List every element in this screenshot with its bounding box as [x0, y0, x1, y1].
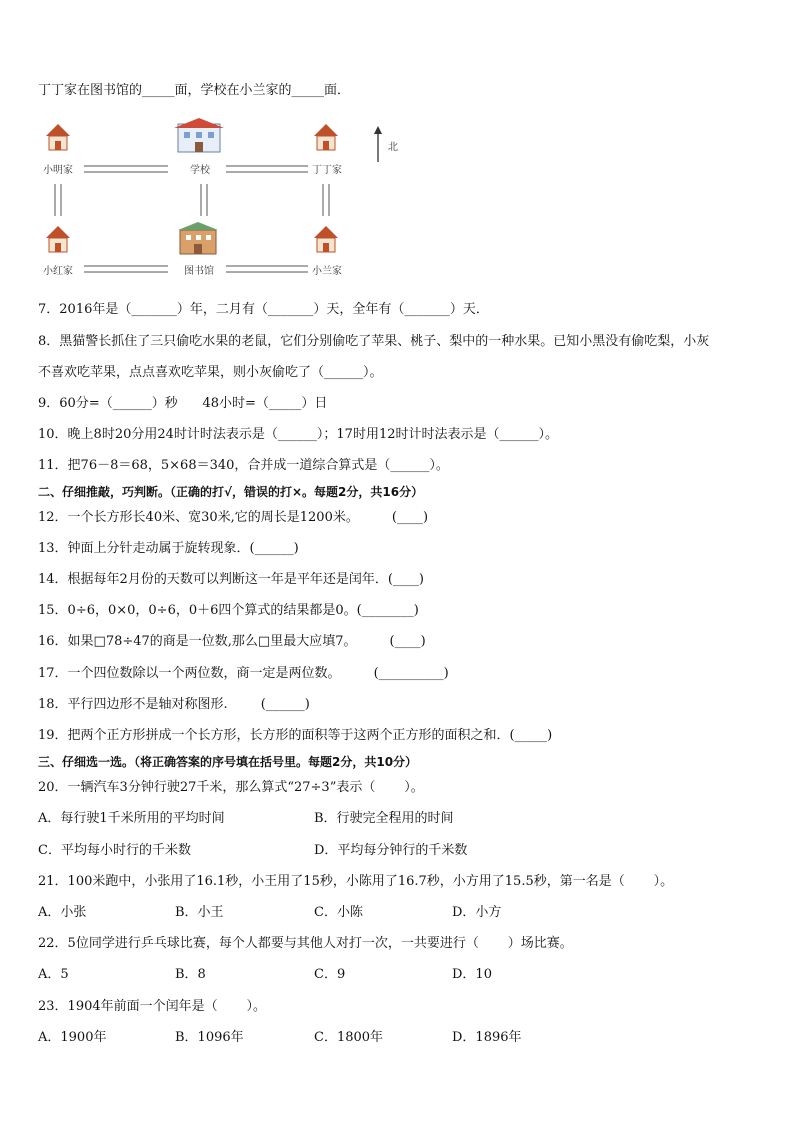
question-16: 16．如果□78÷47的商是一位数,那么□里最大应填7。 (____) — [38, 634, 426, 649]
q22-option-d: D．10 — [452, 967, 492, 982]
school-icon — [174, 118, 224, 152]
question-13: 13．钟面上分针走动属于旋转现象．(______) — [38, 541, 299, 556]
intro-question: 丁丁家在图书馆的_____面，学校在小兰家的_____面． — [38, 83, 351, 98]
section-2-heading: 二、仔细推敲，巧判断。（正确的打√，错误的打×。每题2分，共16分） — [38, 485, 424, 499]
question-15: 15．0÷6，0×0，0÷6，0＋6四个算式的结果都是0。(________) — [38, 603, 419, 618]
question-8-line1: 8．黑猫警长抓住了三只偷吃水果的老鼠，它们分别偷吃了苹果、桃子、梨中的一种水果。已知小黑没有偷吃梨，小灰 — [38, 334, 710, 349]
label-dingding: 丁丁家 — [312, 165, 342, 176]
question-10: 10．晚上8时20分用24时计时法表示是（______）；17时用12时计时法表示是（______）。 — [38, 427, 558, 442]
location-map — [38, 118, 408, 283]
question-17: 17．一个四位数除以一个两位数，商一定是两位数。 (__________) — [38, 666, 449, 681]
question-7: 7．2016年是（_______）年，二月有（_______）天，全年有（_______）天． — [38, 302, 489, 317]
q21-option-b: B．小王 — [175, 905, 224, 920]
question-12: 12．一个长方形长40米、宽30米,它的周长是1200米。 (____) — [38, 510, 429, 525]
q23-option-b: B．1096年 — [175, 1030, 244, 1045]
house-icon-xiaolan — [314, 226, 338, 252]
q22-option-c: C．9 — [314, 967, 346, 982]
question-11: 11．把76－8＝68，5×68＝340，合并成一道综合算式是（______）。 — [38, 458, 449, 473]
q20-option-a: A．每行驶1千米所用的平均时间 — [38, 811, 225, 826]
question-14: 14．根据每年2月份的天数可以判断这一年是平年还是闰年．(____) — [38, 572, 424, 587]
house-icon-xiaohong — [46, 226, 70, 252]
q20-option-d: D．平均每分钟行的千米数 — [314, 843, 468, 858]
section-3-heading: 三、仔细选一选。（将正确答案的序号填在括号里。每题2分，共10分） — [38, 755, 418, 769]
q22-option-a: A．5 — [38, 967, 69, 982]
label-library: 图书馆 — [184, 266, 214, 277]
q21-option-d: D．小方 — [452, 905, 502, 920]
north-arrow-icon — [374, 126, 382, 162]
label-school: 学校 — [190, 165, 210, 176]
q21-option-a: A．小张 — [38, 905, 87, 920]
q20-option-c: C．平均每小时行的千米数 — [38, 843, 191, 858]
label-xiaoming: 小明家 — [43, 165, 73, 176]
question-22: 22．5位同学进行乒乓球比赛，每个人都要与其他人对打一次，一共要进行（ ）场比赛。 — [38, 936, 573, 951]
question-9: 9．60分=（______）秒 48小时=（_____）日 — [38, 396, 328, 411]
label-xiaolan: 小兰家 — [312, 266, 342, 277]
q20-option-b: B．行驶完全程用的时间 — [314, 811, 454, 826]
label-xiaohong: 小红家 — [43, 266, 73, 277]
q22-option-b: B．8 — [175, 967, 206, 982]
q21-option-c: C．小陈 — [314, 905, 363, 920]
library-icon — [178, 222, 218, 254]
question-18: 18．平行四边形不是轴对称图形. (______) — [38, 697, 310, 712]
label-north: 北 — [388, 142, 398, 153]
q23-option-c: C．1800年 — [314, 1030, 384, 1045]
question-19: 19．把两个正方形拼成一个长方形，长方形的面积等于这两个正方形的面积之和．(_____) — [38, 728, 553, 743]
house-icon-dingding — [314, 124, 338, 150]
house-icon-xiaoming — [46, 124, 70, 150]
q23-option-a: A．1900年 — [38, 1030, 107, 1045]
q23-option-d: D．1896年 — [452, 1030, 522, 1045]
question-23: 23．1904年前面一个闰年是（ ）。 — [38, 999, 267, 1014]
question-21: 21．100米跑中，小张用了16.1秒，小王用了15秒，小陈用了16.7秒，小方用了15.5秒，第一名是（ ）。 — [38, 874, 674, 889]
question-8-line2: 不喜欢吃苹果，点点喜欢吃苹果，则小灰偷吃了（______）。 — [38, 365, 383, 380]
question-20: 20．一辆汽车3分钟行驶27千米，那么算式“27÷3”表示（ ）。 — [38, 780, 424, 795]
